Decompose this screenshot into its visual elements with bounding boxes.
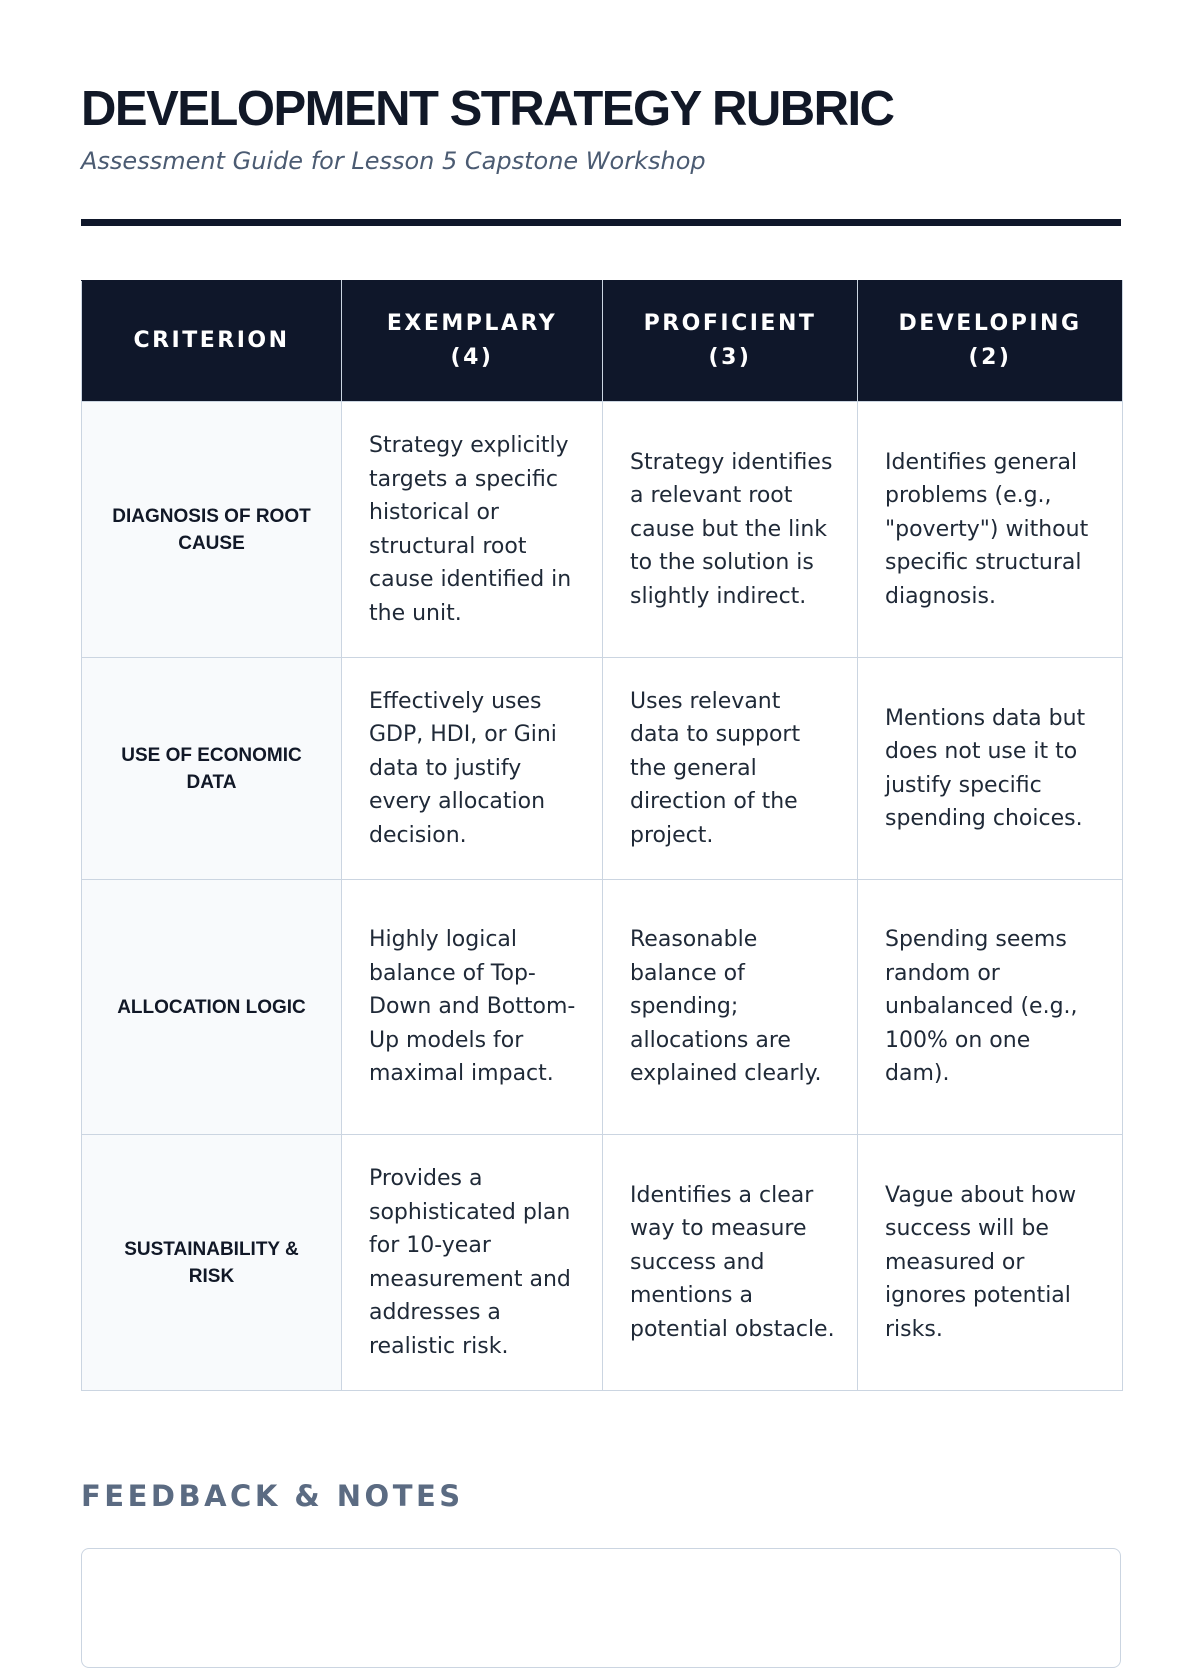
column-header-score: (3) [708, 345, 752, 370]
criterion-cell: DIAGNOSIS OF ROOT CAUSE [82, 402, 342, 658]
rubric-row-allocation-logic [82, 880, 1123, 1135]
exemplary-cell: Strategy explicitly targets a specific historical or structural root cause identified in the unit. [342, 402, 603, 658]
proficient-cell: Identifies a clear way to measure success and mentions a potential obstacle. [603, 1135, 858, 1391]
developing-cell: Vague about how success will be measured or ignores potential risks. [858, 1135, 1123, 1391]
rubric-header-row [82, 281, 1123, 402]
column-header-label: EXEMPLARY [386, 311, 558, 336]
developing-cell: Mentions data but does not use it to justify specific spending choices. [858, 658, 1123, 880]
rubric-table [81, 280, 1123, 1391]
criterion-cell: ALLOCATION LOGIC [82, 880, 342, 1135]
developing-cell: Identifies general problems (e.g., "poverty") without specific structural diagnosis. [858, 402, 1123, 658]
rubric-row-sustainability [82, 1135, 1123, 1391]
column-header-score: (4) [450, 345, 494, 370]
exemplary-cell: Effectively uses GDP, HDI, or Gini data to justify every allocation decision. [342, 658, 603, 880]
column-header-label: CRITERION [133, 328, 290, 353]
developing-cell: Spending seems random or unbalanced (e.g., 100% on one dam). [858, 880, 1123, 1135]
criterion-cell: SUSTAINABILITY & RISK [82, 1135, 342, 1391]
proficient-cell: Strategy identifies a relevant root cause but the link to the solution is slightly indirect. [603, 402, 858, 658]
exemplary-cell: Provides a sophisticated plan for 10-year measurement and addresses a realistic risk. [342, 1135, 603, 1391]
column-header-label: PROFICIENT [643, 311, 817, 336]
column-header-score: (2) [968, 345, 1012, 370]
column-header-developing [858, 281, 1123, 402]
column-header-criterion [82, 281, 342, 402]
exemplary-cell: Highly logical balance of Top-Down and Bottom-Up models for maximal impact. [342, 880, 603, 1135]
column-header-label: DEVELOPING [898, 311, 1082, 336]
proficient-cell: Reasonable balance of spending; allocations are explained clearly. [603, 880, 858, 1135]
column-header-proficient [603, 281, 858, 402]
page-title: DEVELOPMENT STRATEGY RUBRIC [81, 82, 894, 136]
proficient-cell: Uses relevant data to support the general direction of the project. [603, 658, 858, 880]
rubric-row-diagnosis [82, 402, 1123, 658]
page-subtitle: Assessment Guide for Lesson 5 Capstone Workshop [81, 147, 706, 175]
header-divider [81, 219, 1121, 226]
feedback-heading: FEEDBACK & NOTES [81, 1479, 464, 1513]
criterion-cell: USE OF ECONOMIC DATA [82, 658, 342, 880]
rubric-row-economic-data [82, 658, 1123, 880]
column-header-exemplary [342, 281, 603, 402]
feedback-notes-box[interactable] [81, 1548, 1121, 1668]
